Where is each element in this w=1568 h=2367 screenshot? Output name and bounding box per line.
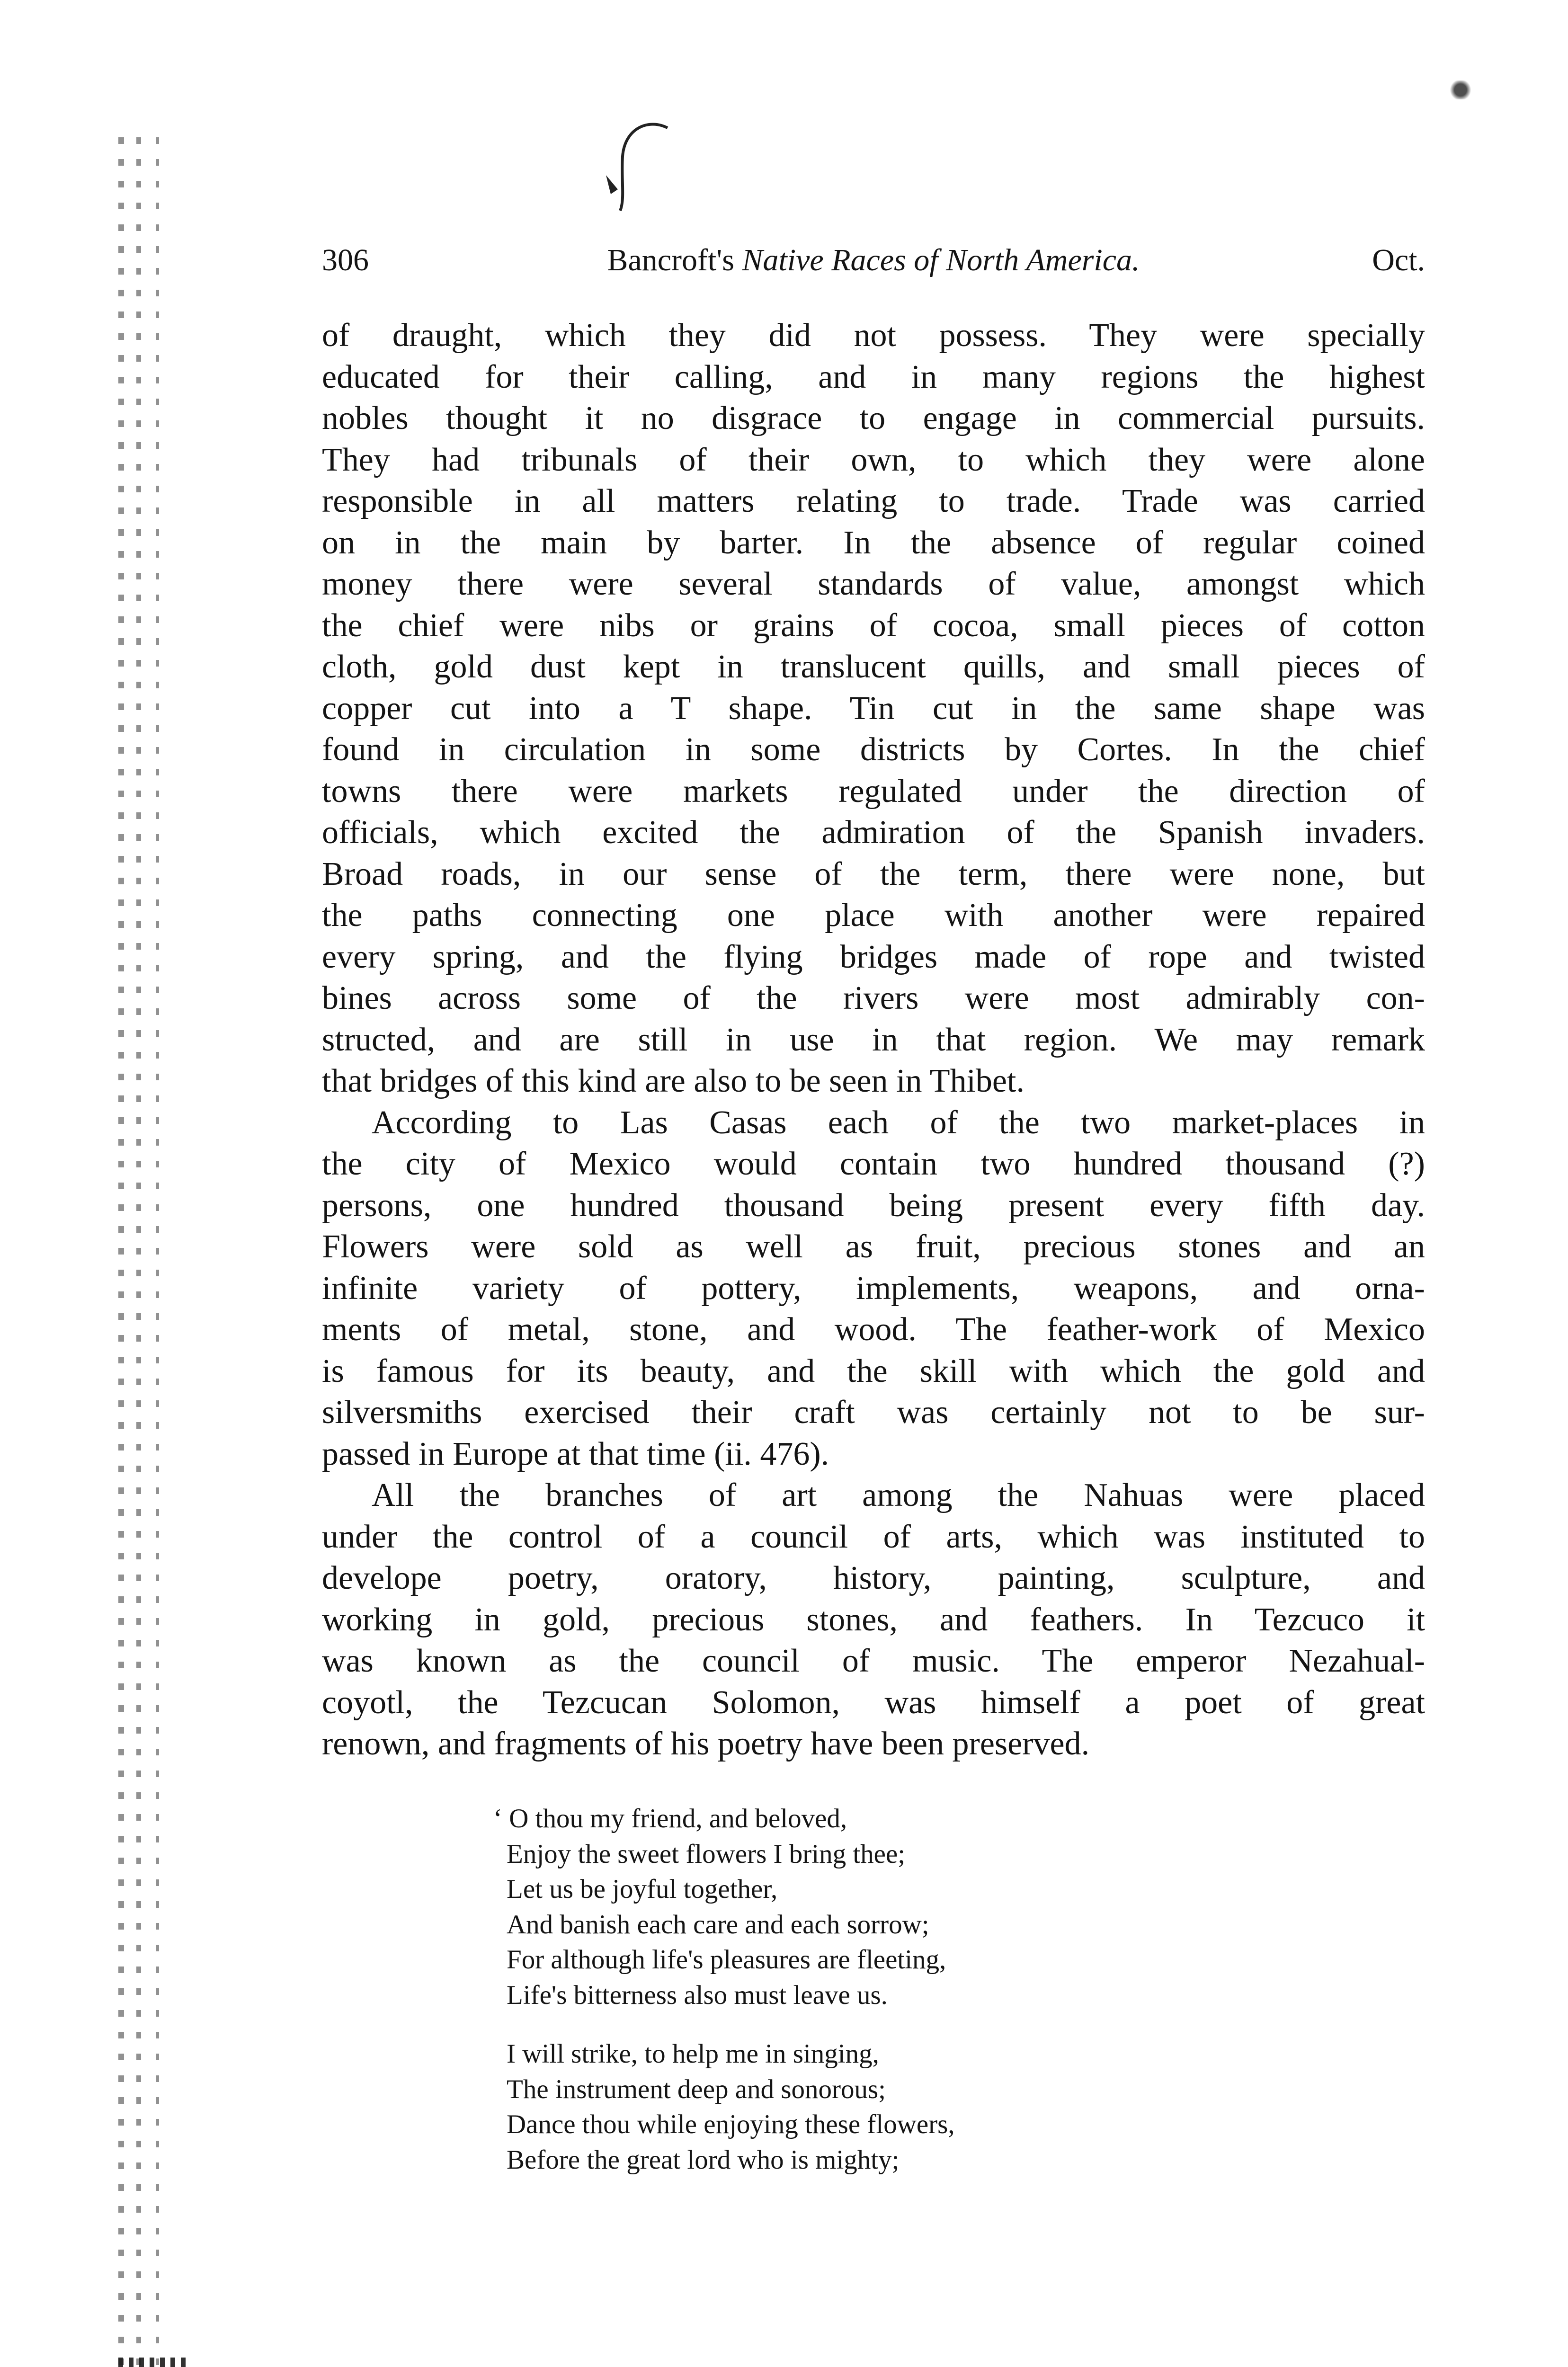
text-line: the paths connecting one place with another were repaired [322, 897, 1425, 934]
text-line: towns there were markets regulated under the direction of [322, 773, 1425, 810]
verse-line: ‘ O thou my friend, and beloved, [493, 1804, 847, 1833]
binding-edge-artifact-bottom [118, 2358, 189, 2367]
text-line: structed, and are still in use in that region. We may remark [322, 1021, 1425, 1058]
ink-stroke-mark [597, 118, 682, 213]
verse-quotation [493, 1801, 955, 2178]
paragraph [322, 315, 1425, 1102]
running-title-roman: Bancroft's [607, 243, 742, 277]
text-line: the chief were nibs or grains of cocoa, small pieces of cotton [322, 607, 1425, 644]
running-header [322, 239, 1425, 282]
text-line: Flowers were sold as well as fruit, precious stones and an [322, 1228, 1425, 1265]
running-title [322, 239, 1425, 282]
verse-line: Let us be joyful together, [507, 1874, 778, 1904]
paragraph [322, 1475, 1425, 1765]
running-title-italic: Native Races of North America. [742, 243, 1140, 277]
verse-line: Enjoy the sweet flowers I bring thee; [507, 1839, 906, 1869]
text-line: copper cut into a T shape. Tin cut in the same shape was [322, 690, 1425, 727]
text-line: All the branches of art among the Nahuas were placed [372, 1477, 1425, 1513]
binding-edge-artifact [118, 137, 185, 2367]
paragraph [322, 1102, 1425, 1475]
verse-line: For although life's pleasures are fleeting, [507, 1945, 946, 1975]
text-line: working in gold, precious stones, and feathers. In Tezcuco it [322, 1601, 1425, 1638]
text-line: silversmiths exercised their craft was certainly not to be sur- [322, 1394, 1425, 1431]
text-line: ments of metal, stone, and wood. The feather-work of Mexico [322, 1311, 1425, 1348]
text-line: officials, which excited the admiration of the Spanish invaders. [322, 814, 1425, 851]
verse-line: Dance thou while enjoying these flowers, [507, 2109, 955, 2139]
text-line: infinite variety of pottery, implements, weapons, and orna- [322, 1270, 1425, 1307]
verse-line: And banish each care and each sorrow; [507, 1909, 929, 1940]
text-line: Broad roads, in our sense of the term, there were none, but [322, 855, 1425, 892]
text-line: educated for their calling, and in many regions the highest [322, 358, 1425, 395]
ink-blot [1449, 80, 1472, 99]
text-line: under the control of a council of arts, which was instituted to [322, 1518, 1425, 1555]
text-line: on in the main by barter. In the absence of regular coined [322, 524, 1425, 561]
verse-line: The instrument deep and sonorous; [507, 2074, 886, 2104]
text-line: bines across some of the rivers were most admirably con- [322, 980, 1425, 1016]
text-line: was known as the council of music. The emperor Nezahual- [322, 1643, 1425, 1679]
verse-line: Life's bitterness also must leave us. [507, 1980, 888, 2010]
text-line: nobles thought it no disgrace to engage in commercial pursuits. [322, 400, 1425, 436]
text-line: money there were several standards of value, amongst which [322, 566, 1425, 602]
running-header-month: Oct. [1372, 243, 1425, 277]
page-number: 306 [322, 243, 369, 277]
text-line: of draught, which they did not possess. They were specially [322, 317, 1425, 354]
text-line: They had tribunals of their own, to which they were alone [322, 441, 1425, 478]
text-line: cloth, gold dust kept in translucent quills, and small pieces of [322, 649, 1425, 685]
verse-stanza [507, 2037, 955, 2178]
body-text [322, 315, 1425, 1765]
text-line: persons, one hundred thousand being present every fifth day. [322, 1187, 1425, 1224]
verse-line: I will strike, to help me in singing, [507, 2039, 879, 2069]
text-line: passed in Europe at that time (ii. 476). [322, 1435, 829, 1472]
verse-stanza [493, 1801, 955, 2013]
text-line: develope poetry, oratory, history, painting, sculpture, and [322, 1560, 1425, 1596]
text-line: is famous for its beauty, and the skill with which the gold and [322, 1353, 1425, 1389]
text-line: renown, and fragments of his poetry have been preserved. [322, 1726, 1090, 1762]
text-line: responsible in all matters relating to trade. Trade was carried [322, 483, 1425, 519]
verse-line: Before the great lord who is mighty; [507, 2145, 900, 2175]
text-line: found in circulation in some districts by Cortes. In the chief [322, 731, 1425, 768]
text-line: coyotl, the Tezcucan Solomon, was himself a poet of great [322, 1684, 1425, 1721]
text-line: the city of Mexico would contain two hundred thousand (?) [322, 1146, 1425, 1182]
text-line: that bridges of this kind are also to be seen in Thibet. [322, 1063, 1025, 1099]
text-line: According to Las Casas each of the two market-places in [372, 1104, 1425, 1141]
text-line: every spring, and the flying bridges made of rope and twisted [322, 938, 1425, 975]
